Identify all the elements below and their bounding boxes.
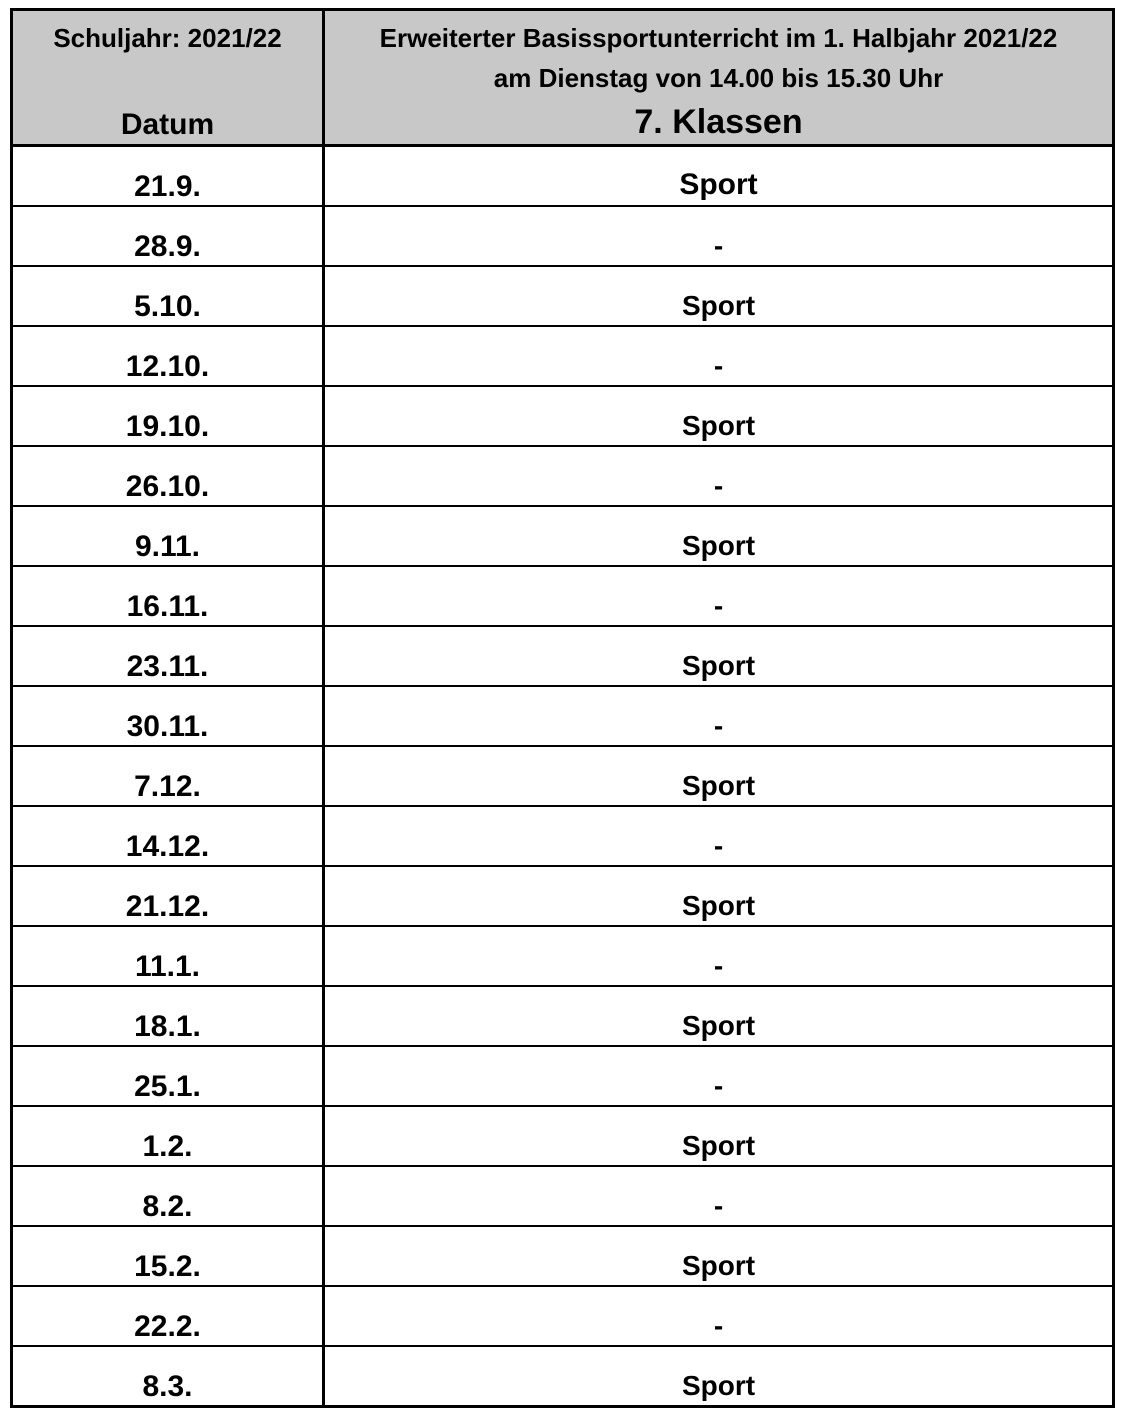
table-row bbox=[12, 266, 1114, 326]
header-date-cell bbox=[12, 10, 324, 146]
date-cell: 18.1. bbox=[12, 986, 324, 1046]
date-cell: 8.2. bbox=[12, 1166, 324, 1226]
activity-cell: - bbox=[324, 806, 1114, 866]
class-label: 7. Klassen bbox=[634, 103, 803, 141]
date-cell: 26.10. bbox=[12, 446, 324, 506]
table-row bbox=[12, 146, 1114, 207]
table-row bbox=[12, 446, 1114, 506]
activity-cell: Sport bbox=[324, 866, 1114, 926]
school-year-label: Schuljahr: 2021/22 bbox=[53, 23, 282, 53]
schedule-table bbox=[10, 8, 1115, 1408]
activity-cell: - bbox=[324, 1166, 1114, 1226]
activity-cell: - bbox=[324, 686, 1114, 746]
activity-cell: Sport bbox=[324, 986, 1114, 1046]
table-row bbox=[12, 866, 1114, 926]
table-row bbox=[12, 626, 1114, 686]
activity-cell: - bbox=[324, 566, 1114, 626]
activity-cell: Sport bbox=[324, 1346, 1114, 1407]
activity-cell: - bbox=[324, 206, 1114, 266]
activity-cell: - bbox=[324, 446, 1114, 506]
date-cell: 11.1. bbox=[12, 926, 324, 986]
table-row bbox=[12, 326, 1114, 386]
activity-cell: Sport bbox=[324, 506, 1114, 566]
header-title-cell bbox=[324, 10, 1114, 146]
date-cell: 15.2. bbox=[12, 1226, 324, 1286]
date-cell: 22.2. bbox=[12, 1286, 324, 1346]
table-row bbox=[12, 746, 1114, 806]
activity-cell: Sport bbox=[324, 386, 1114, 446]
activity-cell: Sport bbox=[324, 626, 1114, 686]
header-row bbox=[12, 10, 1114, 146]
date-cell: 21.9. bbox=[12, 146, 324, 207]
table-row bbox=[12, 1226, 1114, 1286]
date-cell: 23.11. bbox=[12, 626, 324, 686]
date-cell: 19.10. bbox=[12, 386, 324, 446]
table-row bbox=[12, 506, 1114, 566]
date-cell: 9.11. bbox=[12, 506, 324, 566]
table-row bbox=[12, 566, 1114, 626]
date-cell: 16.11. bbox=[12, 566, 324, 626]
table-row bbox=[12, 926, 1114, 986]
table-row bbox=[12, 206, 1114, 266]
table-row bbox=[12, 1286, 1114, 1346]
table-row bbox=[12, 386, 1114, 446]
activity-cell: - bbox=[324, 1046, 1114, 1106]
date-cell: 28.9. bbox=[12, 206, 324, 266]
date-column-header: Datum bbox=[120, 108, 215, 141]
activity-cell: - bbox=[324, 326, 1114, 386]
date-cell: 8.3. bbox=[12, 1346, 324, 1407]
schedule-title: Erweiterter Basissportunterricht im 1. Halbjahr 2021/22 bbox=[379, 23, 1058, 53]
activity-cell: Sport bbox=[324, 1106, 1114, 1166]
table-row bbox=[12, 806, 1114, 866]
date-cell: 7.12. bbox=[12, 746, 324, 806]
activity-cell: Sport bbox=[324, 1226, 1114, 1286]
table-row bbox=[12, 986, 1114, 1046]
date-cell: 25.1. bbox=[12, 1046, 324, 1106]
date-cell: 1.2. bbox=[12, 1106, 324, 1166]
table-row bbox=[12, 1106, 1114, 1166]
date-cell: 12.10. bbox=[12, 326, 324, 386]
activity-cell: Sport bbox=[324, 266, 1114, 326]
activity-cell: Sport bbox=[679, 168, 758, 201]
table-row bbox=[12, 1046, 1114, 1106]
table-row bbox=[12, 1346, 1114, 1407]
table-row bbox=[12, 1166, 1114, 1226]
activity-cell: Sport bbox=[324, 746, 1114, 806]
date-cell: 21.12. bbox=[12, 866, 324, 926]
schedule-time: am Dienstag von 14.00 bis 15.30 Uhr bbox=[493, 63, 944, 93]
date-cell: 14.12. bbox=[12, 806, 324, 866]
activity-cell: - bbox=[324, 926, 1114, 986]
date-cell: 30.11. bbox=[12, 686, 324, 746]
activity-cell: - bbox=[324, 1286, 1114, 1346]
date-cell: 5.10. bbox=[12, 266, 324, 326]
table-row bbox=[12, 686, 1114, 746]
